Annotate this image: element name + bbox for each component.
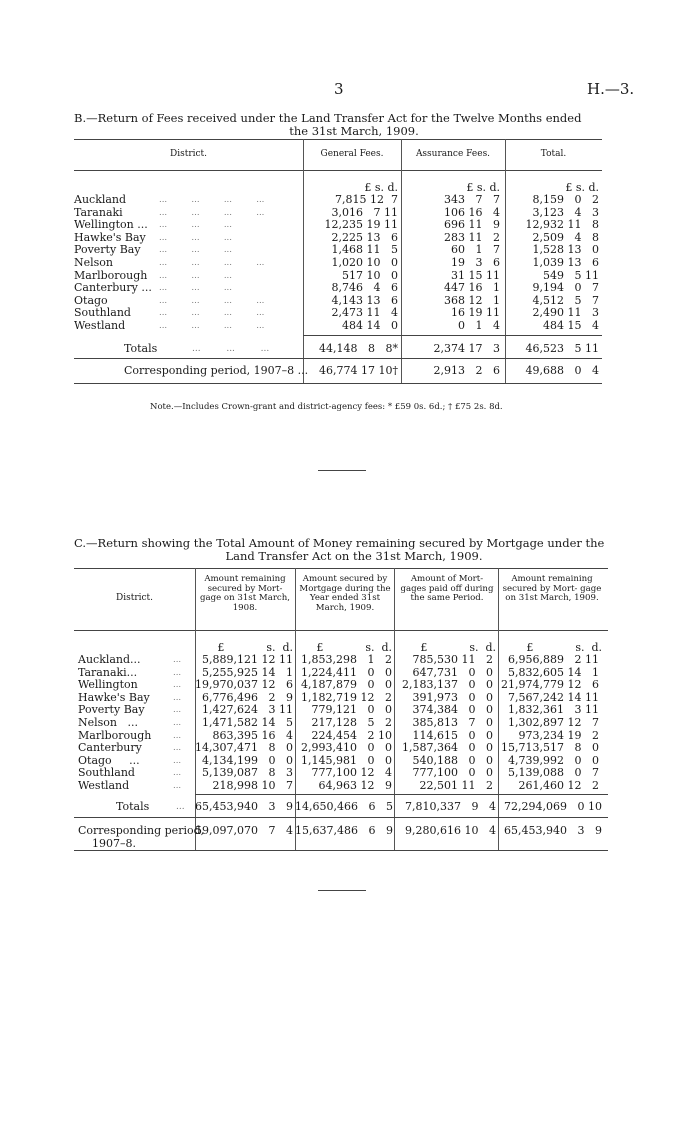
col2-cell: 779,121 0 0	[311, 703, 392, 717]
table-c-corresponding-col4: 65,453,940 3 9	[504, 824, 602, 837]
table-b-units-assurance: £ s. d.	[466, 181, 500, 194]
dots-cell: ...	[173, 780, 182, 791]
col1-cell: 19,970,037 12 6	[195, 678, 293, 692]
col3-cell: 385,813 7 0	[412, 715, 493, 729]
table-c-title	[74, 537, 634, 563]
col2-cell: 2,993,410 0 0	[301, 741, 392, 755]
col3-cell: 647,731 0 0	[412, 665, 493, 679]
total-cell: 12,932 11 8	[525, 218, 599, 232]
assurance-cell: 60 1 7	[451, 243, 500, 257]
table-c-totals-col1: 65,453,940 3 9	[195, 800, 293, 813]
dots-cell: ... ... ...	[159, 270, 232, 281]
district-cell: Canterbury ...	[74, 281, 152, 295]
district-cell: Otago	[74, 293, 108, 307]
table-b-header-general: General Fees.	[320, 149, 384, 159]
district-cell: Nelson ...	[78, 715, 138, 729]
total-cell: 4,512 5 7	[532, 293, 599, 307]
col2-cell: 217,128 5 2	[311, 715, 392, 729]
table-row	[78, 679, 599, 692]
table-row	[74, 219, 599, 232]
district-cell: Marlborough	[78, 728, 152, 742]
district-cell: Hawke's Bay	[78, 690, 150, 704]
dots-cell: ...	[173, 743, 182, 754]
col3-cell: 777,100 0 0	[412, 766, 493, 780]
table-c-header-col3: Amount of Mort- gages paid off during the same Period.	[400, 574, 494, 603]
total-cell: 549 5 11	[543, 268, 599, 282]
total-cell: 8,159 0 2	[532, 193, 599, 206]
assurance-cell: 19 3 6	[451, 255, 500, 269]
general-cell: 517 10 0	[342, 268, 398, 282]
page-number: 3	[334, 80, 344, 98]
table-row	[78, 717, 599, 730]
dots-cell: ...	[173, 717, 182, 728]
col3-cell: 114,615 0 0	[412, 728, 493, 742]
col4-cell: 21,974,779 12 6	[501, 678, 599, 692]
table-c-totals-col2: 14,650,466 6 5	[295, 800, 393, 813]
table-b-title-line2: the 31st March, 1909.	[289, 124, 419, 138]
district-cell: Auckland...	[78, 653, 141, 666]
assurance-cell: 696 11 9	[444, 218, 500, 232]
table-c-header-col2: Amount secured by Mortgage during the Year ended 31st March, 1909.	[299, 574, 391, 613]
assurance-cell: 31 15 11	[451, 268, 500, 282]
table-row	[78, 742, 599, 755]
district-cell: Nelson	[74, 255, 114, 269]
table-row	[78, 780, 599, 793]
table-b-totals-dots: ... ... ...	[192, 344, 270, 354]
dots-cell: ... ... ...	[159, 220, 232, 231]
dots-cell: ... ... ... ...	[159, 308, 265, 319]
table-c-units-col3: £ s. d.	[420, 641, 496, 654]
col4-cell: 1,302,897 12 7	[508, 715, 599, 729]
col4-cell: 4,739,992 0 0	[508, 753, 599, 767]
section-divider-bottom	[318, 890, 366, 891]
general-cell: 1,020 10 0	[331, 255, 398, 269]
table-b-body	[74, 194, 599, 333]
table-c-corresponding-col1: 59,097,070 7 4	[195, 824, 293, 837]
table-row	[74, 282, 599, 295]
col3-cell: 391,973 0 0	[412, 690, 493, 704]
col4-cell: 6,956,889 2 11	[508, 653, 599, 666]
col4-cell: 261,460 12 2	[518, 778, 599, 792]
dots-cell: ... ... ... ...	[159, 320, 265, 331]
table-b-title-line1: B.—Return of Fees received under the Land Transfer Act for the Twelve Months ended	[74, 111, 582, 125]
table-b-units-total: £ s. d.	[565, 181, 599, 194]
district-cell: Southland	[78, 766, 135, 780]
col2-cell: 224,454 2 10	[311, 728, 392, 742]
district-cell: Hawke's Bay	[74, 230, 146, 244]
col4-cell: 5,832,605 14 1	[508, 665, 599, 679]
total-cell: 3,123 4 3	[532, 205, 599, 219]
table-b-header-assurance: Assurance Fees.	[415, 149, 491, 159]
section-divider	[318, 470, 366, 471]
general-cell: 7,815 12 7	[335, 193, 398, 206]
assurance-cell: 16 19 11	[451, 306, 500, 320]
general-cell: 484 14 0	[342, 318, 398, 332]
table-c-corresponding-col3: 9,280,616 10 4	[405, 824, 496, 837]
district-cell: Westland	[78, 778, 130, 792]
table-row	[74, 194, 599, 207]
total-cell: 1,528 13 0	[532, 243, 599, 257]
dots-cell: ... ... ... ...	[159, 207, 265, 218]
dots-cell: ...	[173, 755, 182, 766]
general-cell: 2,225 13 6	[331, 230, 398, 244]
dots-cell: ... ... ...	[159, 232, 232, 243]
col1-cell: 14,307,471 8 0	[195, 741, 293, 755]
district-cell: Poverty Bay	[74, 243, 141, 257]
table-c-header-col4: Amount remaining secured by Mort- gage on 31st March, 1909.	[502, 574, 602, 603]
col4-cell: 973,234 19 2	[518, 728, 599, 742]
district-cell: Wellington ...	[74, 218, 148, 232]
col1-cell: 1,427,624 3 11	[202, 703, 293, 717]
col4-cell: 15,713,517 8 0	[501, 741, 599, 755]
col1-cell: 6,776,496 2 9	[202, 690, 293, 704]
table-b-corresponding-assurance: 2,913 2 6	[433, 364, 500, 377]
col4-cell: 5,139,088 0 7	[508, 766, 599, 780]
general-cell: 12,235 19 11	[324, 218, 398, 232]
table-row	[74, 320, 599, 333]
dots-cell: ...	[173, 705, 182, 716]
total-cell: 2,509 4 8	[532, 230, 599, 244]
table-c-totals-col4: 72,294,069 0 10	[504, 800, 602, 813]
col4-cell: 1,832,361 3 11	[508, 703, 599, 717]
general-cell: 8,746 4 6	[331, 281, 398, 295]
total-cell: 9,194 0 7	[532, 281, 599, 295]
table-b-header-district: District.	[169, 149, 208, 159]
total-cell: 1,039 13 6	[532, 255, 599, 269]
general-cell: 2,473 11 4	[331, 306, 398, 320]
page-reference: H.—3.	[587, 80, 635, 98]
table-c-title-line2: Land Transfer Act on the 31st March, 1909.	[225, 549, 483, 563]
table-b-title	[74, 112, 634, 138]
table-b-corresponding-general: 46,774 17 10†	[319, 364, 398, 377]
table-c-body	[78, 654, 599, 793]
col1-cell: 5,889,121 12 11	[202, 653, 293, 666]
district-cell: Canterbury	[78, 741, 142, 755]
district-cell: Westland	[74, 318, 126, 332]
district-cell: Taranaki	[74, 205, 123, 219]
table-c-header-district: District.	[115, 593, 154, 603]
general-cell: 3,016 7 11	[331, 205, 398, 219]
assurance-cell: 343 7 7	[444, 193, 500, 206]
assurance-cell: 447 16 1	[444, 281, 500, 295]
table-row	[74, 257, 599, 270]
col2-cell: 1,224,411 0 0	[301, 665, 392, 679]
district-cell: Poverty Bay	[78, 703, 145, 717]
table-b-corresponding-label: Corresponding period, 1907–8 ...	[124, 364, 309, 377]
table-c-totals-dots: ...	[176, 802, 185, 812]
table-b-corresponding-total: 49,688 0 4	[525, 364, 599, 377]
dots-cell: ...	[173, 680, 182, 691]
dots-cell: ... ... ...	[159, 245, 232, 256]
assurance-cell: 0 1 4	[458, 318, 500, 332]
district-cell: Marlborough	[74, 268, 148, 282]
district-cell: Wellington	[78, 678, 138, 692]
table-c-units-col2: £ s. d.	[316, 641, 392, 654]
dots-cell: ... ... ... ...	[159, 195, 265, 205]
col2-cell: 4,187,879 0 0	[301, 678, 392, 692]
total-cell: 484 15 4	[543, 318, 599, 332]
dots-cell: ...	[173, 730, 182, 741]
total-cell: 2,490 11 3	[532, 306, 599, 320]
table-c-corresponding-col2: 15,637,486 6 9	[295, 824, 393, 837]
col3-cell: 540,188 0 0	[412, 753, 493, 767]
col3-cell: 2,183,137 0 0	[402, 678, 493, 692]
table-row	[74, 307, 599, 320]
table-b-totals-label: Totals	[124, 342, 158, 355]
col3-cell: 22,501 11 2	[419, 778, 493, 792]
table-b-totals-total: 46,523 5 11	[525, 342, 599, 355]
col1-cell: 863,395 16 4	[212, 728, 293, 742]
general-cell: 4,143 13 6	[331, 293, 398, 307]
dots-cell: ... ... ... ...	[159, 257, 265, 268]
dots-cell: ...	[173, 667, 182, 678]
table-c-totals-label: Totals	[116, 800, 150, 813]
col2-cell: 1,145,981 0 0	[301, 753, 392, 767]
table-c-corresponding-label2: 1907–8.	[92, 837, 136, 850]
table-c-header-col1: Amount remaining secured by Mort- gage on 31st March, 1908.	[199, 574, 291, 613]
table-b-note: Note.—Includes Crown-grant and district-agency fees: * £59 0s. 6d.; † £75 2s. 8d.	[150, 402, 503, 412]
col2-cell: 64,963 12 9	[318, 778, 392, 792]
dots-cell: ... ... ...	[159, 283, 232, 294]
district-cell: Southland	[74, 306, 131, 320]
col2-cell: 1,853,298 1 2	[301, 653, 392, 666]
assurance-cell: 106 16 4	[444, 205, 500, 219]
district-cell: Otago ...	[78, 753, 140, 767]
col1-cell: 4,134,199 0 0	[202, 753, 293, 767]
col2-cell: 777,100 12 4	[311, 766, 392, 780]
col1-cell: 1,471,582 14 5	[202, 715, 293, 729]
table-c-title-line1: C.—Return showing the Total Amount of Money remaining secured by Mortgage under the	[74, 536, 605, 550]
col3-cell: 1,587,364 0 0	[402, 741, 493, 755]
col4-cell: 7,567,242 14 11	[508, 690, 599, 704]
table-row	[78, 654, 599, 667]
table-c-units-col4: £ s. d.	[526, 641, 602, 654]
col3-cell: 374,384 0 0	[412, 703, 493, 717]
assurance-cell: 368 12 1	[444, 293, 500, 307]
table-b-totals-assurance: 2,374 17 3	[433, 342, 500, 355]
dots-cell: ...	[173, 692, 182, 703]
dots-cell: ... ... ... ...	[159, 295, 265, 306]
general-cell: 1,468 11 5	[331, 243, 398, 257]
table-c-totals-col3: 7,810,337 9 4	[405, 800, 496, 813]
district-cell: Auckland	[74, 193, 127, 206]
table-b-units-general: £ s. d.	[364, 181, 398, 194]
dots-cell: ...	[173, 655, 182, 665]
dots-cell: ...	[173, 768, 182, 779]
table-b-totals-general: 44,148 8 8*	[319, 342, 398, 355]
table-c-corresponding-label: Corresponding period,	[78, 824, 205, 837]
col1-cell: 218,998 10 7	[212, 778, 293, 792]
table-c-units-col1: £ s. d.	[217, 641, 293, 654]
col1-cell: 5,139,087 8 3	[202, 766, 293, 780]
table-b-header-total: Total.	[540, 149, 567, 159]
col2-cell: 1,182,719 12 2	[301, 690, 392, 704]
col3-cell: 785,530 11 2	[412, 653, 493, 666]
assurance-cell: 283 11 2	[444, 230, 500, 244]
district-cell: Taranaki...	[78, 665, 138, 679]
col1-cell: 5,255,925 14 1	[202, 665, 293, 679]
